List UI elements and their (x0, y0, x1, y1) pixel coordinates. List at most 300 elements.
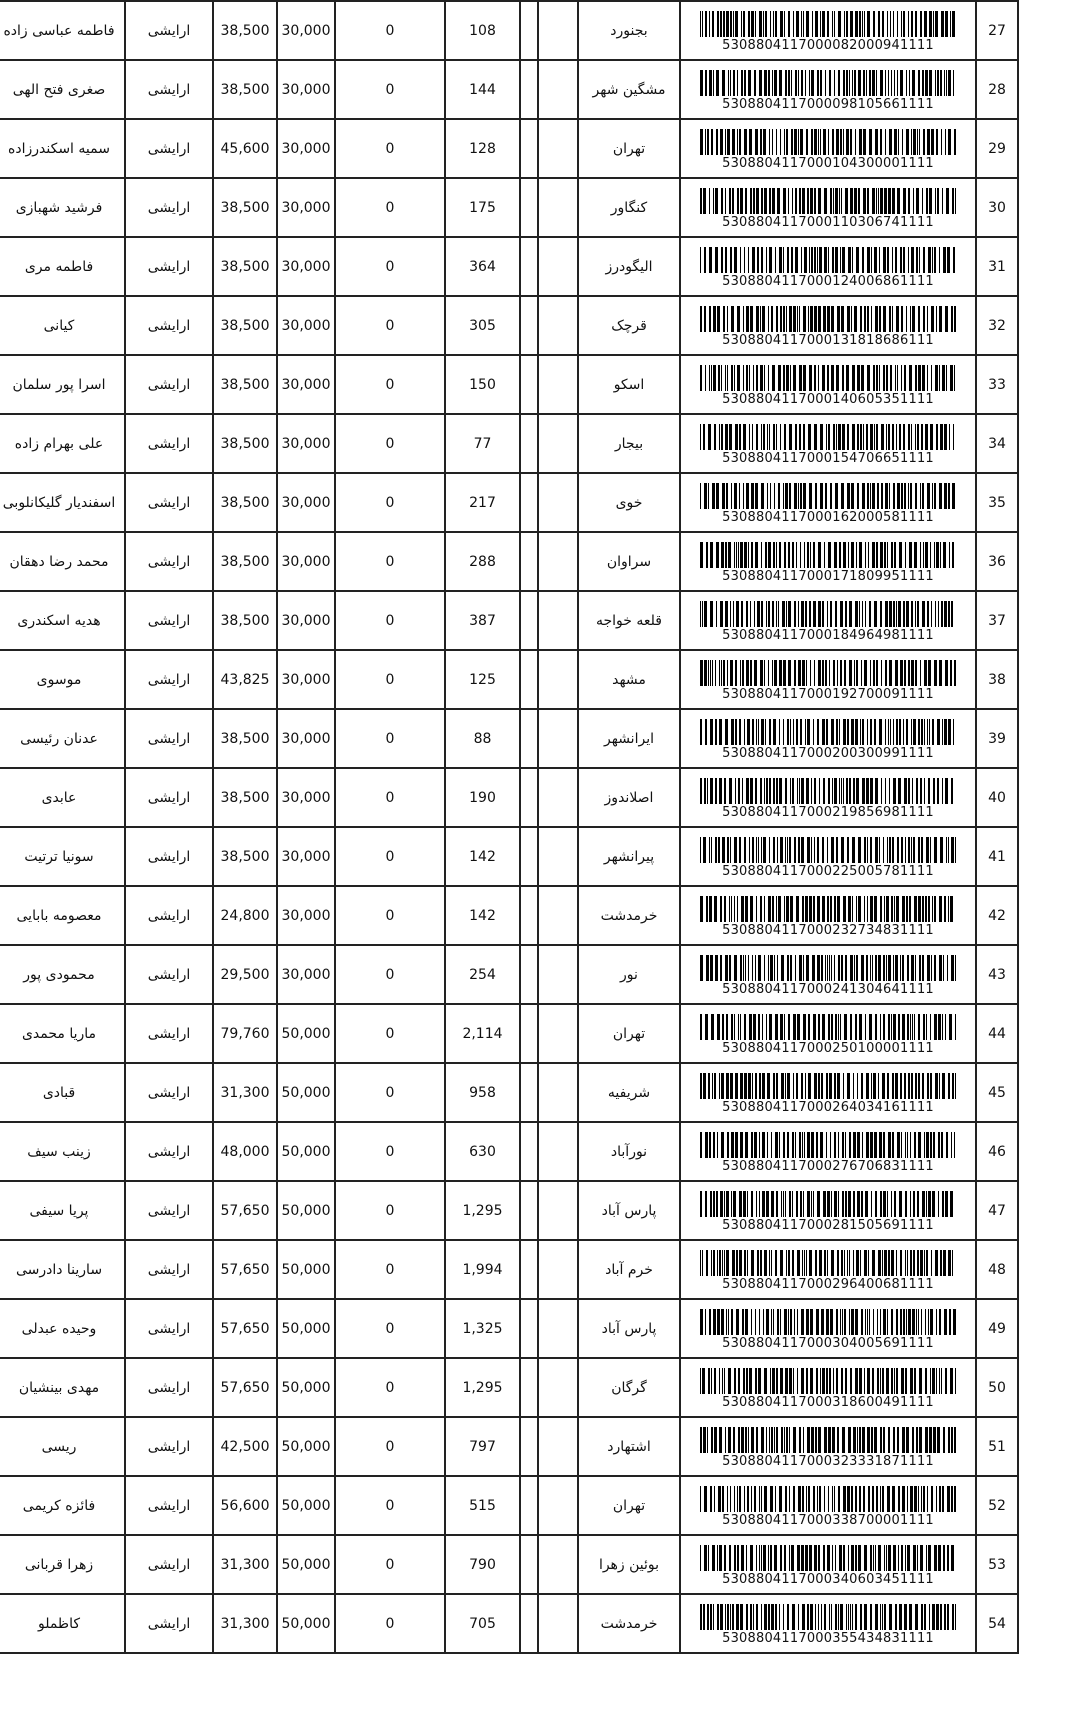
barcode-bar (879, 306, 881, 332)
barcode-bar (720, 129, 723, 155)
barcode-bar (841, 483, 844, 509)
barcode-bar (826, 1309, 829, 1335)
weight-value: 125 (445, 650, 520, 709)
barcode-bar (908, 11, 909, 37)
barcode-bar (752, 424, 753, 450)
barcode-bar (796, 1073, 798, 1099)
barcode-graphic (700, 896, 956, 922)
barcode-bar (798, 70, 799, 96)
barcode-bar (890, 11, 891, 37)
barcode-bar (776, 1191, 778, 1217)
barcode-bar (750, 306, 753, 332)
barcode-bar (862, 483, 865, 509)
barcode-bar (799, 188, 801, 214)
recipient-name: کاظملو (0, 1594, 125, 1653)
row-number: 38 (976, 650, 1018, 709)
barcode-bar (882, 1604, 883, 1630)
blank-cell (538, 886, 578, 945)
barcode-bar (847, 837, 849, 863)
barcode-bar (864, 1250, 867, 1276)
barcode-bar (710, 601, 713, 627)
barcode-bar (761, 601, 763, 627)
barcode-bar (750, 778, 753, 804)
barcode-bar (904, 483, 906, 509)
barcode-bar (705, 1309, 706, 1335)
price-base: 30,000 (277, 296, 335, 355)
barcode-bar (831, 1604, 832, 1630)
barcode-bar (700, 955, 703, 981)
barcode-bar (946, 188, 949, 214)
barcode-bar (718, 1486, 721, 1512)
barcode-bar (876, 660, 878, 686)
barcode-bar (717, 11, 719, 37)
barcode-bar (933, 1132, 935, 1158)
barcode-bar (793, 1368, 794, 1394)
barcode-bar (897, 188, 900, 214)
row-number: 39 (976, 709, 1018, 768)
barcode-bar (901, 365, 902, 391)
barcode-bar (777, 188, 780, 214)
barcode-bar (746, 601, 748, 627)
barcode-bar (826, 719, 828, 745)
barcode-bar (731, 365, 733, 391)
barcode-bar (841, 306, 844, 332)
barcode-bar (725, 719, 728, 745)
barcode-bar (866, 424, 868, 450)
barcode-bar (806, 778, 809, 804)
barcode-bar (940, 424, 943, 450)
barcode-bar (909, 365, 912, 391)
barcode-bar (881, 483, 883, 509)
barcode-bar (880, 1191, 882, 1217)
barcode-bar (882, 1486, 884, 1512)
barcode-bar (805, 1073, 806, 1099)
barcode-bar (903, 247, 905, 273)
barcode-bar (780, 306, 782, 332)
barcode-bar (904, 778, 907, 804)
barcode-bar (839, 719, 840, 745)
barcode-bar (918, 837, 920, 863)
barcode-bar (883, 1427, 885, 1453)
barcode-bar (733, 1191, 736, 1217)
row-number: 50 (976, 1358, 1018, 1417)
table-row (0, 178, 1018, 237)
barcode-bar (832, 1486, 833, 1512)
barcode-bar (834, 1073, 836, 1099)
barcode-bar (872, 955, 873, 981)
barcode-bar (850, 11, 853, 37)
barcode-bar (820, 1368, 821, 1394)
barcode-bar (725, 424, 728, 450)
barcode-bar (714, 1368, 716, 1394)
weight-value: 77 (445, 414, 520, 473)
barcode-bar (867, 719, 868, 745)
barcode-bar (955, 955, 956, 981)
barcode-bar (719, 1368, 720, 1394)
barcode-bar (867, 483, 869, 509)
barcode-bar (730, 70, 731, 96)
barcode-bar (892, 1486, 895, 1512)
barcode-bar (794, 601, 796, 627)
barcode-cell (680, 1299, 976, 1358)
barcode-bar (759, 70, 762, 96)
barcode-bar (934, 1545, 937, 1571)
barcode-bar (858, 70, 861, 96)
barcode-bar (761, 837, 762, 863)
extra-value: 0 (335, 60, 445, 119)
price-base: 30,000 (277, 119, 335, 178)
barcode-bar (738, 1368, 740, 1394)
recipient-name: فائزه کریمی (0, 1476, 125, 1535)
barcode-bar (752, 1073, 753, 1099)
barcode-bar (863, 129, 866, 155)
barcode-bar (707, 129, 709, 155)
barcode-bar (935, 1250, 938, 1276)
barcode-bar (887, 1073, 889, 1099)
barcode-bar (823, 1545, 825, 1571)
barcode-bar (756, 306, 759, 332)
barcode-bar (939, 247, 940, 273)
barcode-bar (901, 306, 903, 332)
barcode-bar (798, 837, 800, 863)
barcode-bar (891, 1309, 893, 1335)
barcode-bar (924, 1250, 925, 1276)
barcode-graphic (700, 1545, 956, 1571)
barcode-bar (781, 1191, 782, 1217)
barcode-bar (930, 1073, 932, 1099)
barcode-bar (759, 1191, 760, 1217)
barcode-bar (700, 542, 703, 568)
barcode-bar (913, 129, 916, 155)
barcode-bar (855, 601, 858, 627)
barcode-bar (759, 1486, 760, 1512)
barcode-bar (700, 11, 701, 37)
barcode-bar (896, 719, 898, 745)
barcode-bar (734, 365, 735, 391)
barcode-bar (887, 1486, 890, 1512)
barcode-cell (680, 1476, 976, 1535)
barcode-bar (733, 11, 734, 37)
barcode-bar (920, 778, 922, 804)
barcode-bar (889, 601, 892, 627)
barcode-bar (936, 542, 939, 568)
barcode-bar (930, 837, 931, 863)
category: ارایشی (125, 355, 213, 414)
weight-value: 150 (445, 355, 520, 414)
barcode-bar (838, 1014, 839, 1040)
category: ارایشی (125, 1122, 213, 1181)
barcode-bar (924, 778, 925, 804)
city: اشتهارد (578, 1417, 680, 1476)
barcode-bar (915, 955, 916, 981)
barcode-bar (914, 1132, 916, 1158)
barcode-bar (725, 129, 726, 155)
barcode-bar (843, 542, 846, 568)
barcode-bar (824, 1427, 827, 1453)
barcode-bar (728, 542, 731, 568)
barcode-bar (919, 955, 921, 981)
category: ارایشی (125, 1358, 213, 1417)
barcode-bar (834, 1191, 837, 1217)
barcode-bar (869, 1309, 870, 1335)
barcode-bar (798, 1486, 801, 1512)
barcode-bar (840, 247, 841, 273)
barcode-bar (720, 1191, 723, 1217)
barcode-bar (842, 1191, 844, 1217)
barcode-bar (843, 70, 845, 96)
weight-value: 144 (445, 60, 520, 119)
barcode-bar (932, 1368, 935, 1394)
barcode-bar (910, 1368, 913, 1394)
barcode-bar (826, 424, 827, 450)
barcode-bar (952, 542, 954, 568)
barcode-bar (746, 1545, 747, 1571)
barcode-bar (754, 70, 756, 96)
barcode-cell (680, 532, 976, 591)
barcode-bar (903, 601, 905, 627)
barcode-bar (744, 1250, 746, 1276)
barcode-bar (738, 542, 739, 568)
barcode-bar (700, 70, 703, 96)
barcode-bar (731, 1014, 733, 1040)
barcode-bar (805, 719, 806, 745)
category: ارایشی (125, 237, 213, 296)
barcode-bar (878, 188, 879, 214)
barcode-bar (769, 778, 771, 804)
barcode-bar (807, 719, 810, 745)
barcode-bar (856, 660, 858, 686)
barcode-bar (954, 1427, 956, 1453)
barcode-bar (797, 778, 798, 804)
barcode-bar (848, 1604, 849, 1630)
barcode-bar (741, 70, 743, 96)
weight-value: 305 (445, 296, 520, 355)
barcode-bar (921, 837, 923, 863)
barcode-bar (948, 1073, 950, 1099)
spacer-cell (520, 414, 538, 473)
barcode-bar (885, 778, 886, 804)
barcode-bar (815, 1250, 817, 1276)
barcode-bar (945, 11, 948, 37)
price-base: 50,000 (277, 1535, 335, 1594)
barcode-bar (909, 542, 912, 568)
barcode-bar (874, 896, 877, 922)
barcode-bar (832, 778, 833, 804)
barcode-bar (812, 955, 815, 981)
barcode-bar (813, 601, 816, 627)
barcode-cell (680, 650, 976, 709)
barcode-bar (755, 955, 756, 981)
category: ارایشی (125, 886, 213, 945)
city: مشهد (578, 650, 680, 709)
barcode-bar (730, 247, 732, 273)
barcode-cell (680, 296, 976, 355)
barcode-bar (870, 483, 871, 509)
barcode-bar (948, 601, 950, 627)
table-row (0, 945, 1018, 1004)
recipient-name: ریسی (0, 1417, 125, 1476)
barcode-bar (794, 837, 796, 863)
barcode-bar (841, 837, 844, 863)
barcode-bar (743, 365, 744, 391)
barcode-bar (708, 483, 709, 509)
barcode-bar (842, 247, 845, 273)
price-base: 50,000 (277, 1004, 335, 1063)
barcode-bar (859, 542, 862, 568)
barcode-bar (866, 1073, 869, 1099)
barcode-bar (900, 247, 902, 273)
barcode-bar (847, 1486, 850, 1512)
barcode-bar (769, 424, 770, 450)
barcode-bar (827, 306, 830, 332)
barcode-bar (891, 1014, 892, 1040)
barcode-bar (726, 483, 728, 509)
barcode-bar (831, 306, 834, 332)
barcode-cell (680, 768, 976, 827)
barcode-bar (947, 1604, 949, 1630)
barcode-bar (756, 837, 757, 863)
barcode-bar (775, 1250, 777, 1276)
barcode-bar (934, 247, 936, 273)
barcode-bar (899, 424, 901, 450)
barcode-bar (870, 1545, 872, 1571)
barcode-bar (831, 955, 832, 981)
barcode-bar (820, 483, 823, 509)
price-base: 30,000 (277, 178, 335, 237)
barcode-bar (772, 188, 775, 214)
barcode-bar (711, 129, 713, 155)
barcode-bar (918, 1014, 920, 1040)
weight-value: 108 (445, 1, 520, 60)
barcode-bar (876, 188, 877, 214)
weight-value: 190 (445, 768, 520, 827)
barcode-bar (891, 1191, 892, 1217)
barcode-bar (910, 1132, 911, 1158)
barcode-bar (913, 719, 916, 745)
barcode-bar (822, 1368, 825, 1394)
barcode-bar (843, 1545, 845, 1571)
barcode-bar (818, 1604, 819, 1630)
extra-value: 0 (335, 532, 445, 591)
city: گرگان (578, 1358, 680, 1417)
category: ارایشی (125, 60, 213, 119)
barcode-bar (740, 542, 743, 568)
barcode-bar (725, 955, 728, 981)
spacer-cell (520, 886, 538, 945)
barcode-number: 5308804117000225005781111 (722, 863, 934, 879)
barcode-bar (802, 1132, 803, 1158)
barcode-bar (949, 1014, 952, 1040)
barcode-bar (736, 1309, 739, 1335)
barcode-bar (733, 601, 734, 627)
barcode-bar (705, 70, 707, 96)
barcode-bar (749, 424, 750, 450)
barcode-bar (783, 365, 785, 391)
barcode-bar (937, 188, 939, 214)
barcode-bar (828, 247, 829, 273)
barcode-bar (922, 483, 924, 509)
row-number: 48 (976, 1240, 1018, 1299)
recipient-name: مهدی بینشیان (0, 1358, 125, 1417)
barcode-bar (765, 719, 766, 745)
barcode-bar (731, 1132, 734, 1158)
barcode-bar (818, 1014, 820, 1040)
table-row (0, 709, 1018, 768)
barcode-bar (926, 188, 928, 214)
barcode-bar (898, 1014, 900, 1040)
barcode-bar (743, 483, 744, 509)
barcode-bar (774, 1427, 775, 1453)
barcode-bar (734, 955, 737, 981)
barcode-bar (721, 247, 723, 273)
barcode-bar (853, 1132, 856, 1158)
barcode-bar (739, 424, 741, 450)
barcode-bar (749, 1368, 752, 1394)
barcode-graphic (700, 1073, 956, 1099)
barcode-bar (930, 424, 933, 450)
barcode-bar (918, 1486, 919, 1512)
barcode-bar (873, 660, 875, 686)
recipient-name: اسرا پور سلمان (0, 355, 125, 414)
barcode-bar (801, 247, 802, 273)
barcode-bar (794, 129, 797, 155)
barcode-bar (724, 1545, 726, 1571)
barcode-bar (902, 955, 904, 981)
barcode-bar (908, 837, 910, 863)
barcode-bar (880, 1309, 881, 1335)
barcode-bar (905, 1191, 907, 1217)
barcode-bar (804, 542, 805, 568)
barcode-graphic (700, 1486, 956, 1512)
barcode-bar (879, 247, 880, 273)
barcode-bar (719, 1250, 721, 1276)
barcode-bar (870, 1132, 873, 1158)
barcode-bar (710, 1604, 712, 1630)
barcode-bar (768, 542, 771, 568)
barcode-bar (790, 955, 792, 981)
barcode-bar (761, 483, 764, 509)
spacer-cell (520, 1122, 538, 1181)
blank-cell (538, 473, 578, 532)
barcode-bar (768, 306, 769, 332)
barcode-bar (703, 837, 706, 863)
barcode-bar (803, 424, 805, 450)
barcode-bar (883, 306, 886, 332)
barcode-bar (941, 601, 943, 627)
barcode-bar (722, 1486, 724, 1512)
barcode-bar (951, 955, 954, 981)
table-row (0, 591, 1018, 650)
barcode-bar (789, 306, 792, 332)
category: ارایشی (125, 119, 213, 178)
barcode-bar (799, 1427, 801, 1453)
weight-value: 797 (445, 1417, 520, 1476)
barcode-bar (817, 837, 819, 863)
barcode-bar (700, 660, 703, 686)
barcode-bar (881, 424, 884, 450)
barcode-bar (704, 1545, 707, 1571)
barcode-bar (849, 601, 852, 627)
barcode-bar (849, 778, 851, 804)
barcode-bar (778, 601, 779, 627)
barcode-bar (743, 424, 746, 450)
barcode-bar (702, 1250, 703, 1276)
barcode-bar (713, 1604, 714, 1630)
row-number: 52 (976, 1476, 1018, 1535)
barcode-cell (680, 1417, 976, 1476)
barcode-bar (908, 247, 909, 273)
barcode-bar (800, 1191, 802, 1217)
